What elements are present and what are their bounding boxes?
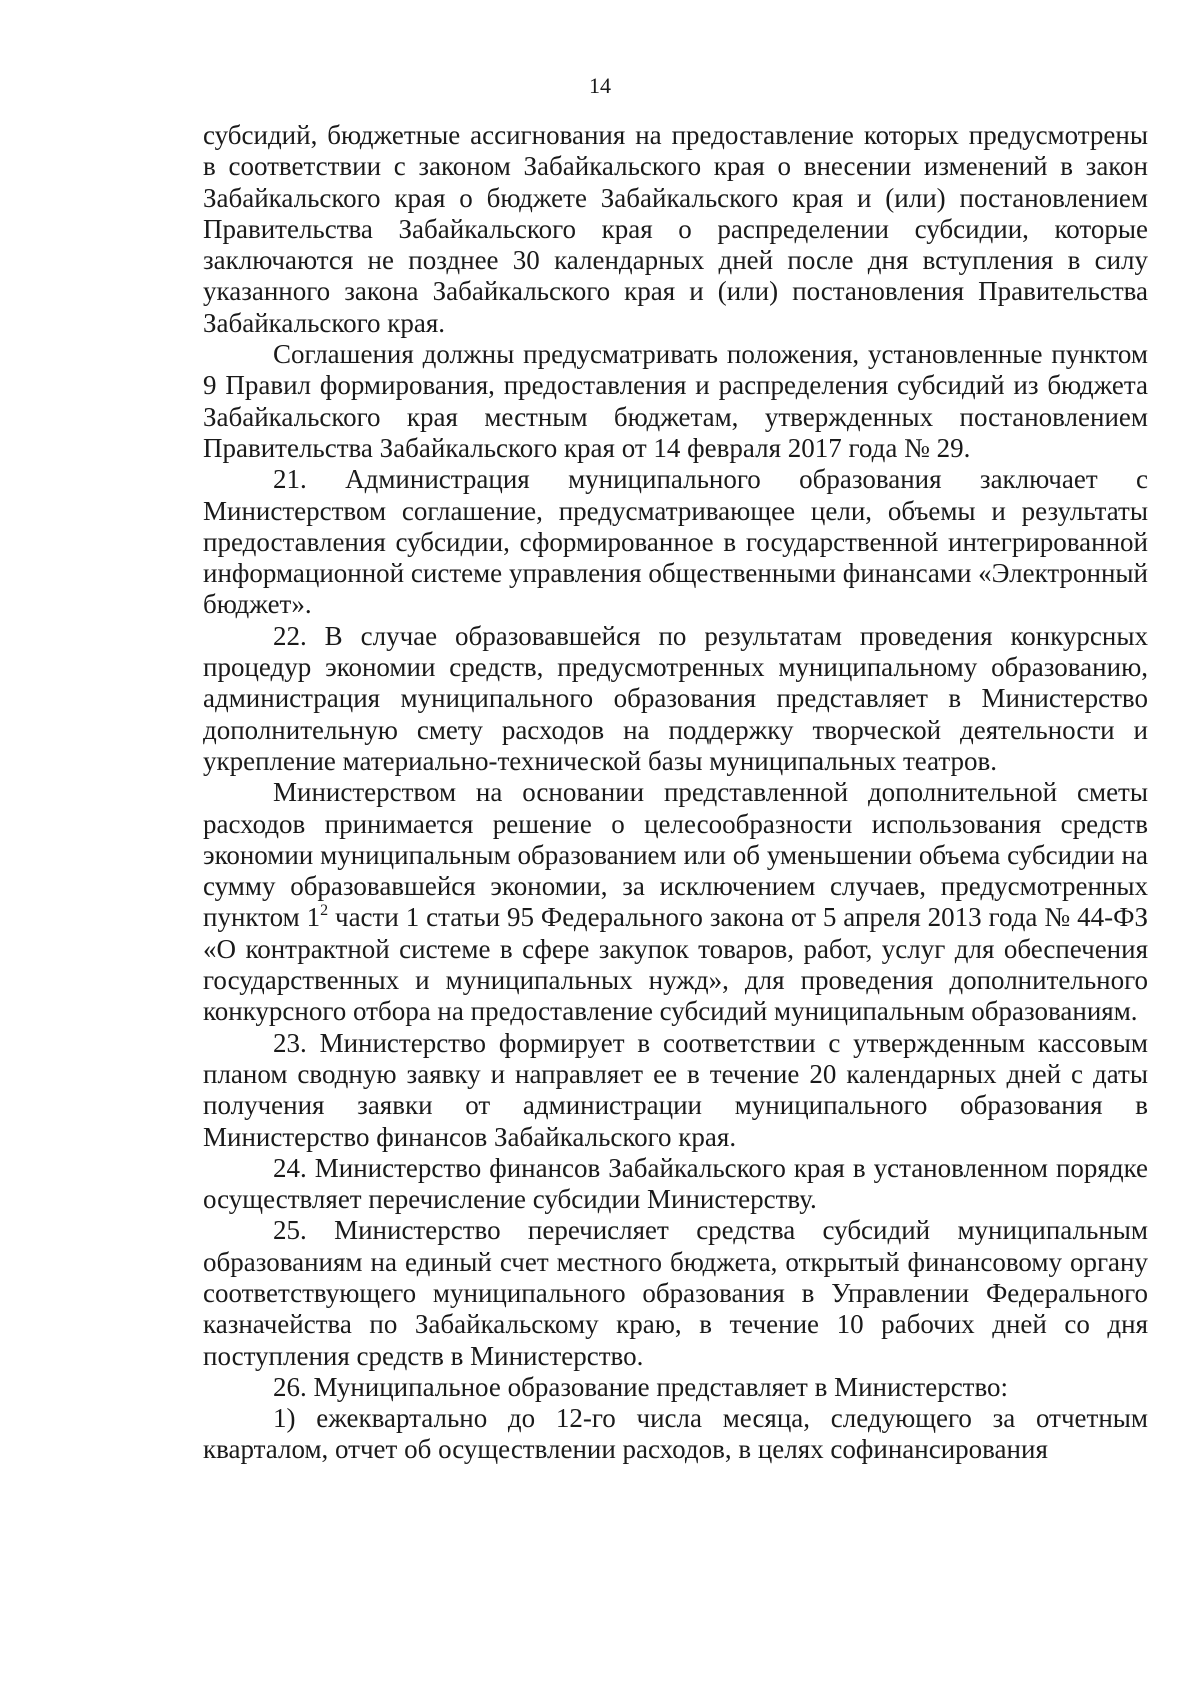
paragraph-item-23: 23. Министерство формирует в соответствии с утвержденным кассовым планом сводную заявку и направляет ее в течение 20 календарных дней с даты получения заявки от администрации муниципального образования в Министерство финансов Забайкальского края. — [203, 1027, 1148, 1152]
paragraph-continuation: субсидий, бюджетные ассигнования на предоставление которых предусмотрены в соответствии с законом Забайкальского края о внесении изменений в закон Забайкальского края о бюджете Забайкальского края и (или) постановлением Правительства Забайкальского края о распределении субсидии, которые заключаются не позднее 30 календарных дней после дня вступления в силу указанного закона Забайкальского края и (или) постановления Правительства Забайкальского края. — [203, 120, 1148, 338]
paragraph-item-25: 25. Министерство перечисляет средства субсидий муниципальным образованиям на единый счет местного бюджета, открытый финансовому органу соответствующего муниципального образования в Управлении Федерального казначейства по Забайкальскому краю, в течение 10 рабочих дней со дня поступления средств в Министерство. — [203, 1215, 1148, 1371]
paragraph-item-21: 21. Администрация муниципального образования заключает с Министерством соглашение, предусматривающее цели, объемы и результаты предоставления субсидии, сформированное в государственной интегрированной информационной системе управления общественными финансами «Электронный бюджет». — [203, 464, 1148, 620]
paragraph-economy — [203, 777, 1148, 1027]
paragraph-item-22: 22. В случае образовавшейся по результатам проведения конкурсных процедур экономии средств, предусмотренных муниципальному образованию, администрация муниципального образования представляет в Министерство дополнительную смету расходов на поддержку творческой деятельности и укрепление материально-технической базы муниципальных театров. — [203, 620, 1148, 776]
page-number: 14 — [589, 73, 611, 98]
paragraph-agreements: Соглашения должны предусматривать положения, установленные пунктом 9 Правил формирования, предоставления и распределения субсидий из бюджета Забайкальского края местным бюджетам, утвержденных постановлением Правительства Забайкальского края от 14 февраля 2017 года № 29. — [203, 339, 1148, 463]
document-body — [203, 120, 1148, 1466]
paragraph-item-26: 26. Муниципальное образование представляет в Министерство: — [273, 1371, 1009, 1402]
paragraph-item-24: 24. Министерство финансов Забайкальского края в установленном порядке осуществляет перечисление субсидии Министерству. — [203, 1152, 1148, 1215]
superscript-2: 2 — [320, 902, 329, 920]
economy-text-start: Министерством на основании представленной дополнительной сметы расходов принимается решение о целесообразности использования средств экономии муниципальным образованием или об уменьшении объема субсидии на сумму образовавшейся экономии, за исключением случаев, предусмотренных пунктом 1 — [203, 777, 1148, 933]
economy-text-end: части 1 статьи 95 Федерального закона от 5 апреля 2013 года № 44-ФЗ «О контрактной системе в сфере закупок товаров, работ, услуг для обеспечения государственных и муниципальных нужд», для проведения дополнительного конкурсного отбора на предоставление субсидий муниципальным образованиям. — [203, 902, 1148, 1027]
paragraph-subitem-1: 1) ежеквартально до 12-го числа месяца, следующего за отчетным кварталом, отчет об осуществлении расходов, в целях софинансирования — [203, 1403, 1148, 1465]
